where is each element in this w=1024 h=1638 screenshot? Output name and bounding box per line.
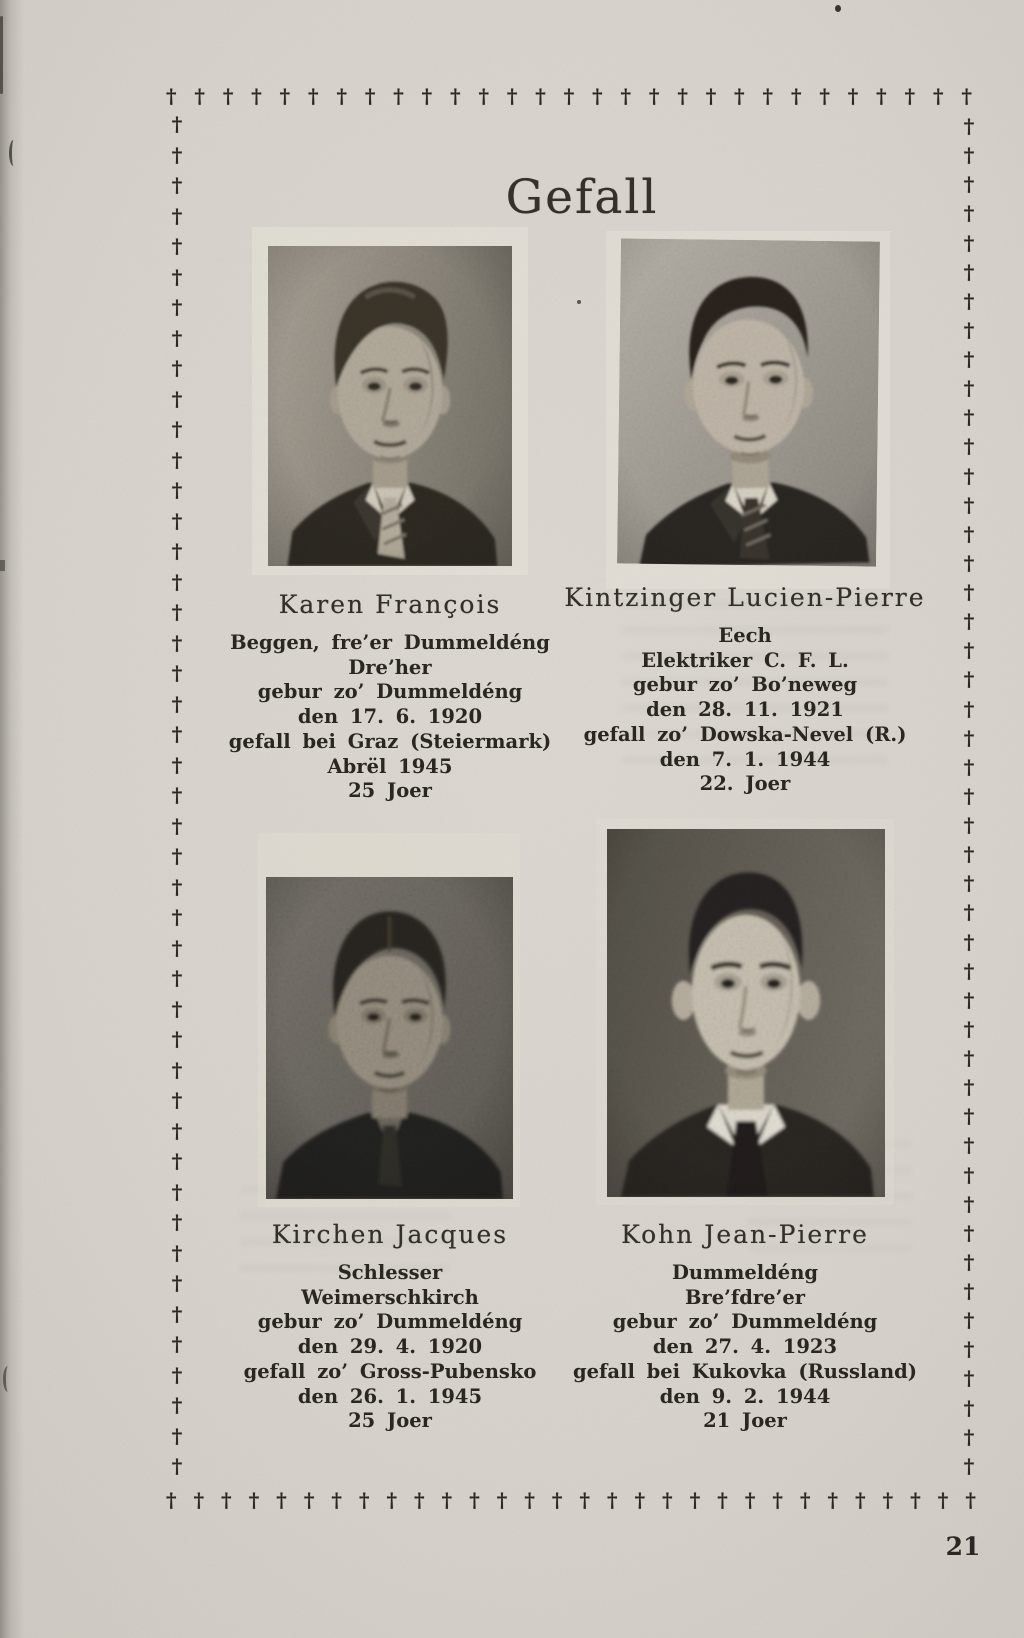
cross-icon: † bbox=[963, 201, 975, 226]
cross-icon: † bbox=[166, 1488, 177, 1512]
cross-icon: † bbox=[279, 84, 291, 108]
person-detail-line: Dre’her bbox=[348, 655, 432, 679]
person-detail-line: den 28. 11. 1921 bbox=[646, 698, 844, 722]
cross-icon: † bbox=[963, 405, 975, 430]
cross-icon: † bbox=[620, 84, 631, 108]
cross-icon: † bbox=[772, 1488, 783, 1512]
cross-icon: † bbox=[171, 1149, 183, 1173]
cross-icon: † bbox=[171, 722, 183, 746]
cross-icon: † bbox=[171, 874, 183, 899]
cross-icon: † bbox=[963, 725, 975, 750]
cross-icon: † bbox=[963, 609, 975, 634]
person-detail-line: gebur zo’ Bo’neweg bbox=[632, 673, 858, 697]
page-gutter-shadow bbox=[0, 0, 24, 1638]
page-number: 21 bbox=[945, 1532, 981, 1561]
cross-icon: † bbox=[963, 1337, 975, 1362]
cross-icon: † bbox=[963, 696, 975, 721]
person-name: Kohn Jean-Pierre bbox=[621, 1220, 869, 1249]
memorial-entry-karen-francois bbox=[205, 590, 575, 804]
cross-icon: † bbox=[171, 508, 183, 533]
cross-icon: † bbox=[790, 84, 802, 108]
cross-icon: † bbox=[171, 325, 183, 350]
cross-icon: † bbox=[251, 84, 262, 108]
cross-icon: † bbox=[963, 1046, 975, 1070]
person-detail-line: den 17. 6. 1920 bbox=[297, 705, 483, 729]
cross-icon: † bbox=[910, 1488, 921, 1512]
cross-icon: † bbox=[171, 386, 183, 411]
scan-artifact bbox=[0, 16, 3, 94]
cross-icon: † bbox=[171, 142, 183, 167]
cross-icon: † bbox=[171, 813, 183, 838]
cross-icon: † bbox=[963, 871, 975, 896]
cross-icon: † bbox=[963, 1016, 975, 1041]
person-name: Kirchen Jacques bbox=[271, 1220, 509, 1249]
person-detail-line: 21 Joer bbox=[703, 1409, 787, 1433]
cross-icon: † bbox=[744, 1488, 756, 1512]
person-detail-line: gefall zo’ Gross-Pubensko bbox=[243, 1359, 537, 1383]
cross-icon: † bbox=[963, 929, 975, 954]
cross-icon: † bbox=[563, 84, 575, 108]
cross-icon: † bbox=[308, 84, 319, 108]
cross-icon: † bbox=[762, 84, 773, 108]
cross-icon: † bbox=[963, 813, 975, 837]
cross-icon: † bbox=[963, 667, 975, 692]
cross-icon: † bbox=[166, 84, 177, 108]
person-detail-line: den 29. 4. 1920 bbox=[297, 1335, 483, 1359]
cross-icon: † bbox=[171, 844, 183, 868]
cross-icon: † bbox=[963, 434, 975, 459]
cross-icon: † bbox=[171, 417, 183, 441]
cross-icon: † bbox=[963, 1133, 975, 1158]
cross-icon: † bbox=[963, 987, 975, 1012]
cross-icon: † bbox=[171, 630, 183, 655]
cross-icon: † bbox=[171, 1240, 183, 1265]
cross-icon: † bbox=[961, 84, 972, 108]
cross-icon: † bbox=[963, 1453, 975, 1478]
cross-icon: † bbox=[171, 1118, 183, 1143]
person-detail-line: Schlesser bbox=[337, 1261, 443, 1284]
cross-icon: † bbox=[171, 783, 183, 807]
cross-icon: † bbox=[469, 1488, 480, 1512]
cross-icon: † bbox=[171, 600, 183, 624]
cross-icon: † bbox=[171, 1179, 183, 1204]
cross-icon: † bbox=[221, 1488, 232, 1512]
cross-icon: † bbox=[171, 569, 183, 594]
cross-icon: † bbox=[963, 230, 975, 255]
cross-icon: † bbox=[965, 1488, 976, 1512]
person-detail-line: gefall bei Kukovka (Russland) bbox=[572, 1359, 918, 1383]
cross-icon: † bbox=[171, 1393, 183, 1417]
cross-icon: † bbox=[963, 376, 975, 401]
cross-icon: † bbox=[193, 1488, 205, 1512]
cross-icon: † bbox=[579, 1488, 590, 1512]
person-detail-line: gefall zo’ Dowska-Nevel (R.) bbox=[583, 722, 907, 746]
cross-icon: † bbox=[963, 1366, 975, 1391]
person-detail-line: Beggen, fre’er Dummeldéng bbox=[230, 631, 550, 654]
cross-border-left bbox=[168, 112, 186, 1478]
memorial-entry-kohn-jean-pierre bbox=[560, 1220, 930, 1434]
cross-icon: † bbox=[963, 1220, 975, 1245]
cross-icon: † bbox=[358, 1488, 370, 1512]
person-detail-line: den 27. 4. 1923 bbox=[652, 1335, 838, 1359]
cross-icon: † bbox=[171, 935, 183, 960]
person-detail-line: gebur zo’ Dummeldéng bbox=[257, 1310, 523, 1334]
cross-icon: † bbox=[171, 1210, 183, 1234]
cross-icon: † bbox=[963, 754, 975, 779]
person-detail-line: gebur zo’ Dummeldéng bbox=[612, 1310, 878, 1334]
cross-icon: † bbox=[450, 84, 461, 108]
cross-icon: † bbox=[799, 1488, 811, 1512]
cross-icon: † bbox=[963, 1249, 975, 1274]
cross-icon: † bbox=[171, 173, 183, 197]
cross-icon: † bbox=[171, 996, 183, 1021]
person-detail-line: den 9. 2. 1944 bbox=[659, 1384, 831, 1408]
cross-icon: † bbox=[171, 1332, 183, 1356]
cross-icon: † bbox=[393, 84, 404, 108]
person-detail-line: Dummeldéng bbox=[671, 1261, 819, 1284]
person-detail-line: Bre’fdre’er bbox=[684, 1285, 806, 1309]
cross-icon: † bbox=[441, 1488, 453, 1512]
cross-icon: † bbox=[421, 84, 433, 108]
person-detail-line: gefall bei Graz (Steiermark) bbox=[228, 729, 552, 753]
cross-icon: † bbox=[478, 84, 489, 108]
cross-icon: † bbox=[171, 905, 183, 929]
cross-icon: † bbox=[847, 84, 859, 108]
cross-icon: † bbox=[963, 492, 975, 517]
cross-icon: † bbox=[963, 114, 975, 138]
person-name: Kintzinger Lucien-Pierre bbox=[564, 583, 926, 612]
cross-icon: † bbox=[963, 1104, 975, 1129]
portrait-photo-karen-francois bbox=[268, 246, 512, 566]
cross-icon: † bbox=[222, 84, 234, 108]
cross-icon: † bbox=[689, 1488, 701, 1512]
cross-icon: † bbox=[717, 1488, 728, 1512]
cross-icon: † bbox=[963, 1162, 975, 1187]
cross-icon: † bbox=[171, 1362, 183, 1387]
cross-icon: † bbox=[963, 900, 975, 925]
cross-icon: † bbox=[827, 1488, 838, 1512]
cross-icon: † bbox=[171, 1301, 183, 1326]
cross-icon: † bbox=[662, 1488, 673, 1512]
cross-icon: † bbox=[963, 1191, 975, 1216]
cross-icon: † bbox=[276, 1488, 287, 1512]
person-detail-line: Elektriker C. F. L. bbox=[641, 648, 849, 672]
person-detail-line: den 7. 1. 1944 bbox=[659, 747, 831, 771]
cross-icon: † bbox=[963, 1308, 975, 1333]
scan-artifact bbox=[9, 140, 18, 166]
cross-icon: † bbox=[364, 84, 376, 108]
person-detail-line: 25 Joer bbox=[348, 779, 432, 803]
cross-icon: † bbox=[535, 84, 546, 108]
page-title: Gefall bbox=[505, 170, 659, 225]
cross-icon: † bbox=[963, 259, 975, 284]
cross-icon: † bbox=[904, 84, 916, 108]
person-detail-line: Weimerschkirch bbox=[301, 1285, 479, 1309]
cross-icon: † bbox=[963, 1395, 975, 1420]
portrait-photo-kohn-jean-pierre bbox=[607, 829, 885, 1197]
cross-icon: † bbox=[171, 661, 183, 685]
cross-icon: † bbox=[963, 317, 975, 342]
memorial-entry-kintzinger-lucien-pierre bbox=[560, 583, 930, 797]
cross-icon: † bbox=[171, 112, 183, 136]
scan-artifact bbox=[3, 1366, 13, 1392]
person-detail-line: gebur zo’ Dummeldéng bbox=[257, 680, 523, 704]
cross-icon: † bbox=[963, 638, 975, 663]
person-detail-line: Abrël 1945 bbox=[327, 754, 453, 778]
cross-icon: † bbox=[963, 580, 975, 604]
memorial-entry-kirchen-jacques bbox=[205, 1220, 575, 1434]
cross-icon: † bbox=[963, 288, 975, 313]
cross-icon: † bbox=[331, 1488, 342, 1512]
cross-icon: † bbox=[386, 1488, 397, 1512]
person-detail-line: 25 Joer bbox=[348, 1409, 432, 1433]
cross-icon: † bbox=[194, 84, 205, 108]
cross-icon: † bbox=[855, 1488, 866, 1512]
cross-icon: † bbox=[634, 1488, 646, 1512]
cross-icon: † bbox=[734, 84, 745, 108]
cross-icon: † bbox=[876, 84, 887, 108]
cross-icon: † bbox=[963, 463, 975, 488]
cross-icon: † bbox=[932, 84, 944, 108]
cross-icon: † bbox=[963, 521, 975, 546]
cross-icon: † bbox=[963, 172, 975, 197]
cross-icon: † bbox=[963, 1075, 975, 1100]
cross-icon: † bbox=[171, 966, 183, 990]
cross-icon: † bbox=[524, 1488, 535, 1512]
cross-icon: † bbox=[963, 783, 975, 808]
cross-icon: † bbox=[648, 84, 660, 108]
scan-artifact bbox=[0, 560, 5, 571]
cross-icon: † bbox=[506, 84, 518, 108]
scan-artifact bbox=[577, 300, 581, 304]
cross-icon: † bbox=[171, 1423, 183, 1448]
cross-border-top bbox=[166, 84, 972, 110]
cross-icon: † bbox=[963, 550, 975, 575]
cross-icon: † bbox=[171, 691, 183, 716]
cross-icon: † bbox=[171, 203, 183, 228]
cross-icon: † bbox=[607, 1488, 618, 1512]
cross-icon: † bbox=[414, 1488, 425, 1512]
cross-icon: † bbox=[303, 1488, 315, 1512]
cross-icon: † bbox=[171, 447, 183, 472]
cross-border-right bbox=[959, 114, 979, 1478]
cross-icon: † bbox=[248, 1488, 260, 1512]
cross-icon: † bbox=[171, 1271, 183, 1295]
portrait-photo-kintzinger-lucien-pierre bbox=[617, 238, 880, 566]
cross-icon: † bbox=[171, 1454, 183, 1478]
cross-border-bottom bbox=[166, 1488, 976, 1514]
person-detail-line: Eech bbox=[718, 624, 772, 647]
cross-icon: † bbox=[171, 234, 183, 258]
cross-icon: † bbox=[963, 143, 975, 168]
cross-icon: † bbox=[551, 1488, 563, 1512]
cross-icon: † bbox=[171, 356, 183, 380]
scan-artifact bbox=[835, 5, 841, 12]
cross-icon: † bbox=[705, 84, 717, 108]
person-detail-line: den 26. 1. 1945 bbox=[297, 1384, 483, 1408]
cross-icon: † bbox=[171, 1027, 183, 1051]
cross-icon: † bbox=[171, 539, 183, 563]
cross-icon: † bbox=[496, 1488, 508, 1512]
cross-icon: † bbox=[963, 842, 975, 867]
cross-icon: † bbox=[171, 1088, 183, 1112]
cross-icon: † bbox=[882, 1488, 894, 1512]
cross-icon: † bbox=[171, 1057, 183, 1082]
cross-icon: † bbox=[963, 958, 975, 983]
cross-icon: † bbox=[819, 84, 830, 108]
person-detail-line: 22. Joer bbox=[699, 772, 791, 796]
cross-icon: † bbox=[963, 1279, 975, 1303]
cross-icon: † bbox=[171, 295, 183, 319]
cross-icon: † bbox=[937, 1488, 949, 1512]
cross-icon: † bbox=[963, 1424, 975, 1449]
cross-icon: † bbox=[336, 84, 347, 108]
cross-icon: † bbox=[963, 347, 975, 371]
cross-icon: † bbox=[171, 752, 183, 777]
cross-icon: † bbox=[171, 264, 183, 289]
portrait-photo-kirchen-jacques bbox=[266, 877, 513, 1199]
cross-icon: † bbox=[677, 84, 688, 108]
cross-icon: † bbox=[171, 478, 183, 502]
person-name: Karen François bbox=[278, 590, 502, 619]
cross-icon: † bbox=[592, 84, 603, 108]
